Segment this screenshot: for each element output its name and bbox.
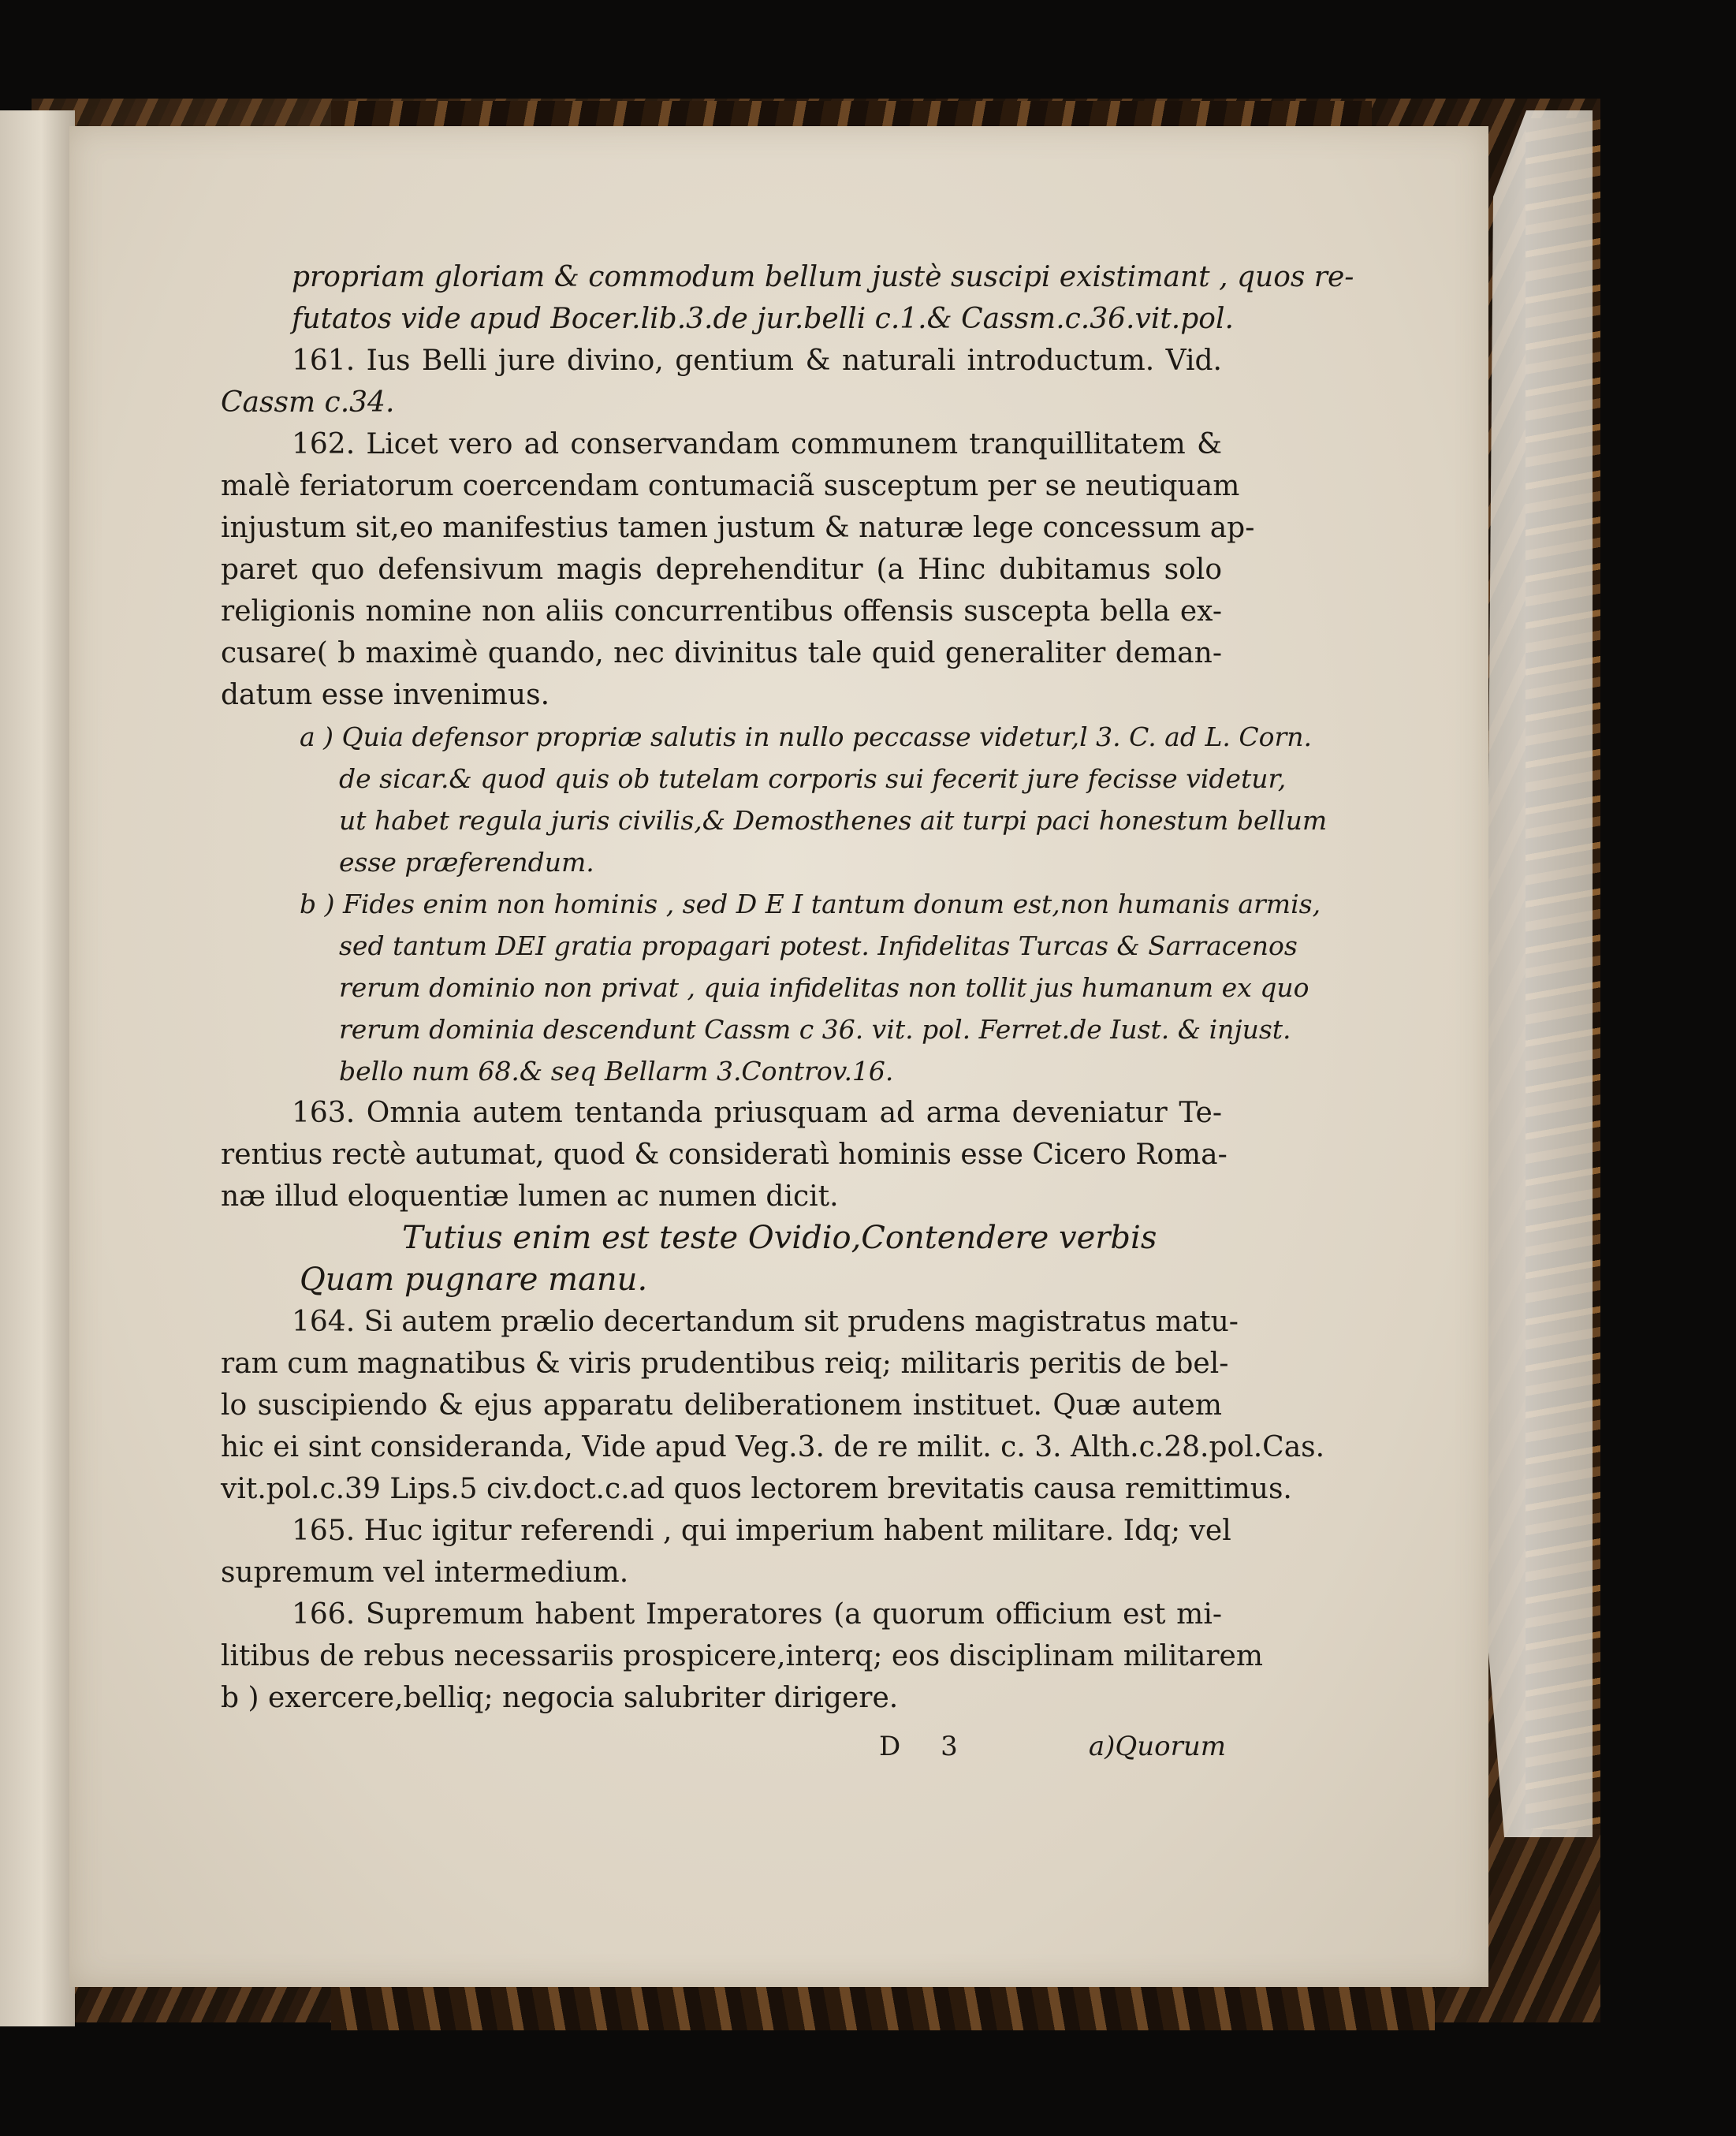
text-line: bello num 68.& seq Bellarm 3.Controv.16. (339, 1056, 894, 1087)
page-text (221, 256, 1354, 1719)
text-line: vit.pol.c.39 Lips.5 civ.doct.c.ad quos lectorem brevitatis causa remittimus. (221, 1473, 1292, 1505)
text-line: hic ei sint consideranda, Vide apud Veg.3. de re milit. c. 3. Alth.c.28.pol.Cas. (221, 1431, 1325, 1463)
text-line: næ illud eloquentiæ lumen ac numen dicit. (221, 1180, 839, 1213)
text-line: ram cum magnatibus & viris prudentibus reiq; militaris peritis de bel- (221, 1348, 1229, 1380)
text-line: 162. Licet vero ad conservandam communem tranquillitatem & (292, 428, 1222, 460)
text-line: religionis nomine non aliis concurrentibus offensis suscepta bella ex- (221, 595, 1222, 628)
text-line: Cassm c.34. (221, 386, 395, 419)
text-line: rerum dominio non privat , quia infidelitas non tollit jus humanum ex quo (339, 972, 1309, 1003)
text-line: datum esse invenimus. (221, 679, 550, 711)
text-line: injustum sit,eo manifestius tamen justum & naturæ lege concessum ap- (221, 512, 1255, 544)
text-line: 161. Ius Belli jure divino, gentium & naturali introductum. Vid. (292, 345, 1222, 377)
vellum-corner (1482, 110, 1593, 1837)
text-line: propriam gloriam & commodum bellum justè suscipi existimant , quos re- (292, 261, 1354, 293)
text-line: cusare( b maximè quando, nec divinitus tale quid generaliter deman- (221, 637, 1222, 669)
text-line: ut habet regula juris civilis,& Demosthenes ait turpi paci honestum bellum (339, 805, 1328, 836)
signature-number: 3 (941, 1731, 958, 1762)
text-line: paret quo defensivum magis deprehenditur (a Hinc dubitamus solo (221, 554, 1222, 586)
text-line: b ) exercere,belliq; negocia salubriter dirigere. (221, 1682, 899, 1714)
text-line: futatos vide apud Bocer.lib.3.de jur.belli c.1.& Cassm.c.36.vit.pol. (292, 303, 1234, 335)
text-line: 163. Omnia autem tentanda priusquam ad arma deveniatur Te- (292, 1097, 1222, 1129)
text-line: lo suscipiendo & ejus apparatu deliberationem instituet. Quæ autem (221, 1389, 1222, 1422)
text-line: 165. Huc igitur referendi , qui imperium habent militare. Idq; vel (292, 1515, 1231, 1547)
text-line: sed tantum DEI gratia propagari potest. Infidelitas Turcas & Sarracenos (339, 930, 1298, 961)
text-line: rerum dominia descendunt Cassm c 36. vit. pol. Ferret.de Iust. & injust. (339, 1014, 1291, 1045)
text-line: supremum vel intermedium. (221, 1556, 629, 1589)
text-line: Quam pugnare manu. (300, 1262, 648, 1298)
signature-letter: D (879, 1731, 901, 1762)
left-page-edge (0, 110, 75, 2026)
text-line: malè feriatorum coercendam contumaciã susceptum per se neutiquam (221, 470, 1240, 502)
signature-mark (879, 1731, 989, 1762)
text-line: 166. Supremum habent Imperatores (a quorum officium est mi- (292, 1598, 1222, 1631)
text-line: litibus de rebus necessariis prospicere,interq; eos disciplinam militarem (221, 1640, 1263, 1672)
text-line: esse præferendum. (339, 847, 594, 878)
text-line: Tutius enim est teste Ovidio,Contendere verbis (402, 1220, 1157, 1256)
text-line: rentius rectè autumat, quod & consideratì hominis esse Cicero Roma- (221, 1139, 1227, 1171)
text-line: de sicar.& quod quis ob tutelam corporis sui fecerit jure fecisse videtur, (339, 763, 1287, 794)
catchword: a)Quorum (1088, 1731, 1226, 1762)
text-line: a ) Quia defensor propriæ salutis in nullo peccasse videtur,l 3. C. ad L. Corn. (300, 721, 1313, 752)
text-line: 164. Si autem prælio decertandum sit prudens magistratus matu- (292, 1306, 1239, 1338)
text-line: b ) Fides enim non hominis , sed D E I tantum donum est,non humanis armis, (300, 889, 1321, 919)
